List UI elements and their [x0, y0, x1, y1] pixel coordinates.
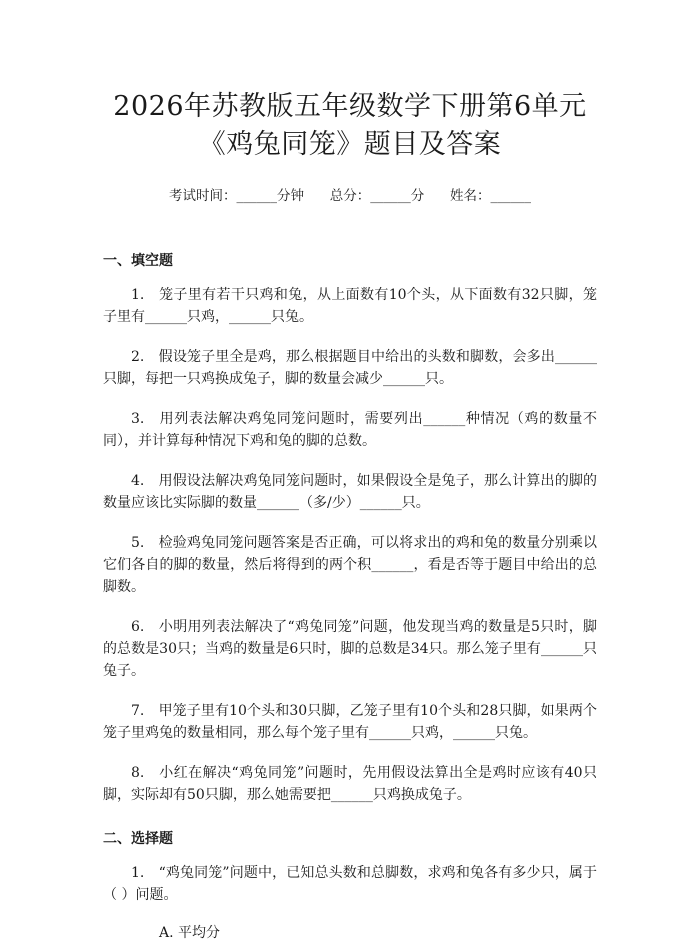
choice-question-list	[103, 862, 597, 906]
question-item: 6. 小明用列表法解决了“鸡兔同笼”问题，他发现当鸡的数量是5只时，脚的总数是30只；当鸡的数量是6只时，脚的总数是34只。那么笼子里有______只兔子。	[103, 619, 597, 679]
choice-option-a: A. 平均分	[159, 925, 221, 941]
question-item: 5. 检验鸡兔同笼问题答案是否正确，可以将求出的鸡和兔的数量分别乘以它们各自的脚的数量，然后将得到的两个积______，看是否等于题目中给出的总脚数。	[103, 535, 597, 595]
question-item: 1. 笼子里有若干只鸡和兔，从上面数有10个头，从下面数有32只脚，笼子里有______只鸡，______只兔。	[103, 287, 597, 325]
question-item: 7. 甲笼子里有10个头和30只脚，乙笼子里有10个头和28只脚，如果两个笼子里鸡兔的数量相同，那么每个笼子里有______只鸡，______只兔。	[103, 703, 597, 741]
section-heading-multiple-choice: 二、选择题	[103, 831, 173, 847]
fill-in-question-list	[103, 284, 597, 806]
question-item: 4. 用假设法解决鸡兔同笼问题时，如果假设全是兔子，那么计算出的脚的数量应该比实际脚的数量______（多/少）______只。	[103, 473, 597, 511]
document-title: 2026年苏教版五年级数学下册第6单元《鸡兔同笼》题目及答案	[113, 91, 587, 160]
question-item: 3. 用列表法解决鸡兔同笼问题时，需要列出______种情况（鸡的数量不同），并计算每种情况下鸡和兔的脚的总数。	[103, 411, 597, 449]
exam-info-line: 考试时间：______分钟 总分：______分 姓名：______	[169, 188, 531, 204]
question-item: 1. “鸡兔同笼”问题中，已知总头数和总脚数，求鸡和兔各有多少只，属于（ ）问题。	[103, 865, 597, 903]
question-item: 8. 小红在解决“鸡兔同笼”问题时，先用假设法算出全是鸡时应该有40只脚，实际却有50只脚，那么她需要把______只鸡换成兔子。	[103, 765, 597, 803]
section-heading-fill-in: 一、填空题	[103, 253, 173, 269]
question-item: 2. 假设笼子里全是鸡，那么根据题目中给出的头数和脚数，会多出______只脚，每把一只鸡换成兔子，脚的数量会减少______只。	[103, 349, 597, 387]
